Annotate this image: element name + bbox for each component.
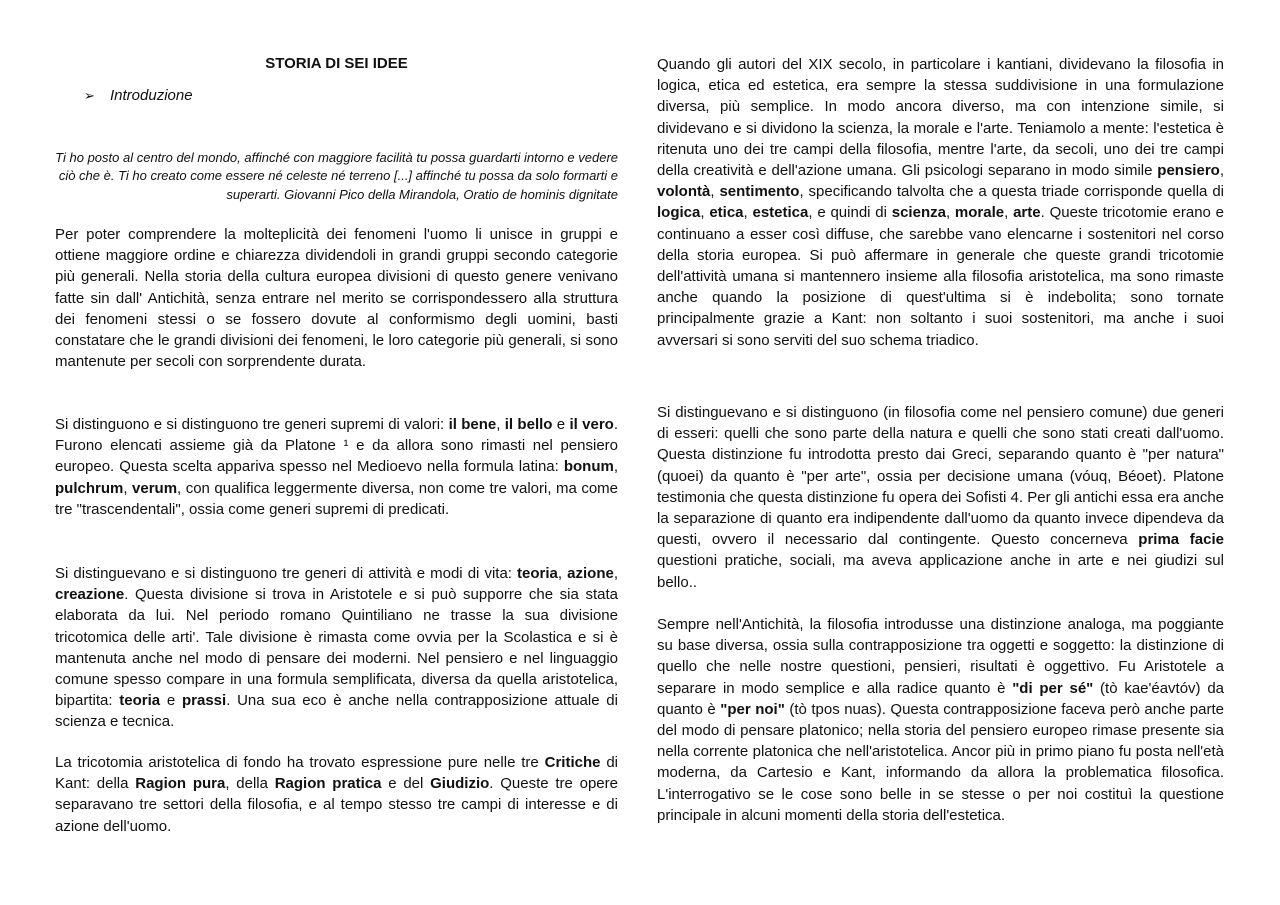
epigraph-quote: Ti ho posto al centro del mondo, affinché con maggiore facilità tu possa guardarti intorno e vedere ciò che è. Ti ho creato come essere né celeste né terreno [...] affinché tu possa da solo formarti e superarti. Giovanni Pico della Mirandola, Oratio de hominis dignitate bbox=[55, 150, 618, 202]
paragraph-right-2: Si distinguevano e si distinguono (in filosofia come nel pensiero comune) due generi di esseri: quelli che sono parte della natura e quelli che sono stati creati dall'uomo. Questa distinzione fu introdotta presto dai Greci, separando quanto è "per natura" (quoei) da quanto è "per arte", ossia per decisione umana (vóuq, Béoet). Platone testimonia che questa distinzione fu opera dei Sofisti 4. Per gli antichi essa era anche la separazione di quanto era indipendente dall'uomo da quanto invece dipendeva da questi, ovvero il necessario dal contingente. Questo concerneva prima facie questioni pratiche, sociali, ma aveva applicazione anche in arte e nei giudizi sul bello.. bbox=[657, 404, 1224, 591]
paragraph-left-4: La tricotomia aristotelica di fondo ha trovato espressione pure nelle tre Critiche di Kant: della Ragion pura, della Ragion pratica e del Giudizio. Queste tre opere separavano tre settori della filosofia, e al tempo stesso tre campi di interesse e di azione dell'uomo. bbox=[55, 754, 619, 835]
document-title: STORIA DI SEI IDEE bbox=[265, 55, 408, 72]
paragraph-right-1: Quando gli autori del XIX secolo, in particolare i kantiani, dividevano la filosofia in logica, etica ed estetica, era sempre la stessa suddivisione in una formulazione diversa, più semplice. In modo ancora diverso, ma con intenzione simile, si dividevano e si dividono la scienza, la morale e l'arte. Teniamolo a mente: l'estetica è ritenuta uno dei tre campi della filosofia, mentre l'arte, da secoli, uno dei tre campi della creatività e dell'azione umana. Gli psicologi separano in modo simile pensiero, volontà, sentimento, specificando talvolta che a questa triade corrisponde quella di logica, etica, estetica, e quindi di scienza, morale, arte. Queste tricotomie erano e continuano a esser così diffuse, che sarebbe vano elencarne i sostenitori nel corso della storia europea. Si può affermare in generale che queste grandi tricotomie dell'attività umana si mantennero insieme alla filosofia aristotelica, ma sono rimaste anche quando la posizione di quest'ultima si è indebolita; sono tornate principalmente grazie a Kant: non soltanto i suoi sostenitori, ma anche i suoi avversari si sono serviti del suo schema triadico. bbox=[657, 56, 1225, 349]
paragraph-left-3: Si distinguevano e si distinguono tre generi di attività e modi di vita: teoria, azione, creazione. Questa divisione si trova in Aristotele e si può supporre che sia stata elaborata da lui. Nel periodo romano Quintiliano ne trasse la sua divisione tricotomica delle arti'. Tale divisione è rimasta come ovvia per la Scolastica e si è mantenuta anche nel modo di pensare dei moderni. Nel pensiero e nel linguaggio comune spesso compare in una formula semplificata, diversa da quella aristotelica, bipartita: teoria e prassi. Una sua eco è anche nella contrapposizione attuale di scienza e tecnica. bbox=[55, 565, 618, 731]
paragraph-right-3: Sempre nell'Antichità, la filosofia introdusse una distinzione analoga, ma poggiante su base diversa, ossia sulla contrapposizione tra oggetti e soggetto: la distinzione di quello che nelle nostre questioni, pensieri, risultati è oggettivo. Fu Aristotele a separare in modo semplice e alla radice quanto è "di per sé" (tò kae'éavtóv) da quanto è "per noi" (tò tpos nuas). Questa contrapposizione faceva però anche parte del modo di pensare platonico; nella storia del pensiero europeo rimase presente sia nella corrente platonica che nell'aristotelica. Ancor più in primo piano fu posta nell'età moderna, da Cartesio e Kant, informando da allora la problematica filosofica. L'interrogativo se le cose sono belle in se stesse o per noi costituì la questione principale in alcuni momenti della storia dell'estetica. bbox=[657, 616, 1224, 824]
paragraph-left-2: Si distinguono e si distinguono tre generi supremi di valori: il bene, il bello e il vero. Furono elencati assieme già da Platone ¹ e da allora sono rimasti nel pensiero europeo. Questa scelta appariva spesso nel Medioevo nella formula latina: bonum, pulchrum, verum, con qualifica leggermente diversa, non come tre valori, ma come tre "trascendentali", ossia come generi supremi di predicati. bbox=[55, 416, 618, 518]
arrow-bullet-icon: ➢ bbox=[84, 88, 95, 103]
intro-label: Introduzione bbox=[110, 87, 193, 104]
paragraph-left-1: Per poter comprendere la molteplicità dei fenomeni l'uomo li unisce in gruppi e ottiene maggiore ordine e chiarezza dividendoli in grandi gruppi secondo categorie più generali. Nella storia della cultura europea divisioni di questo genere venivano fatte sin dall' Antichità, senza entrare nel merito se corrispondessero alla struttura dei fenomeni stessi o se fossero dovute al conformismo degli uomini, basti constatare che le grandi divisioni dei fenomeni, le loro categorie più generali, si sono mantenute per secoli con sorprendente durata. bbox=[55, 226, 618, 371]
intro-heading bbox=[84, 86, 193, 106]
